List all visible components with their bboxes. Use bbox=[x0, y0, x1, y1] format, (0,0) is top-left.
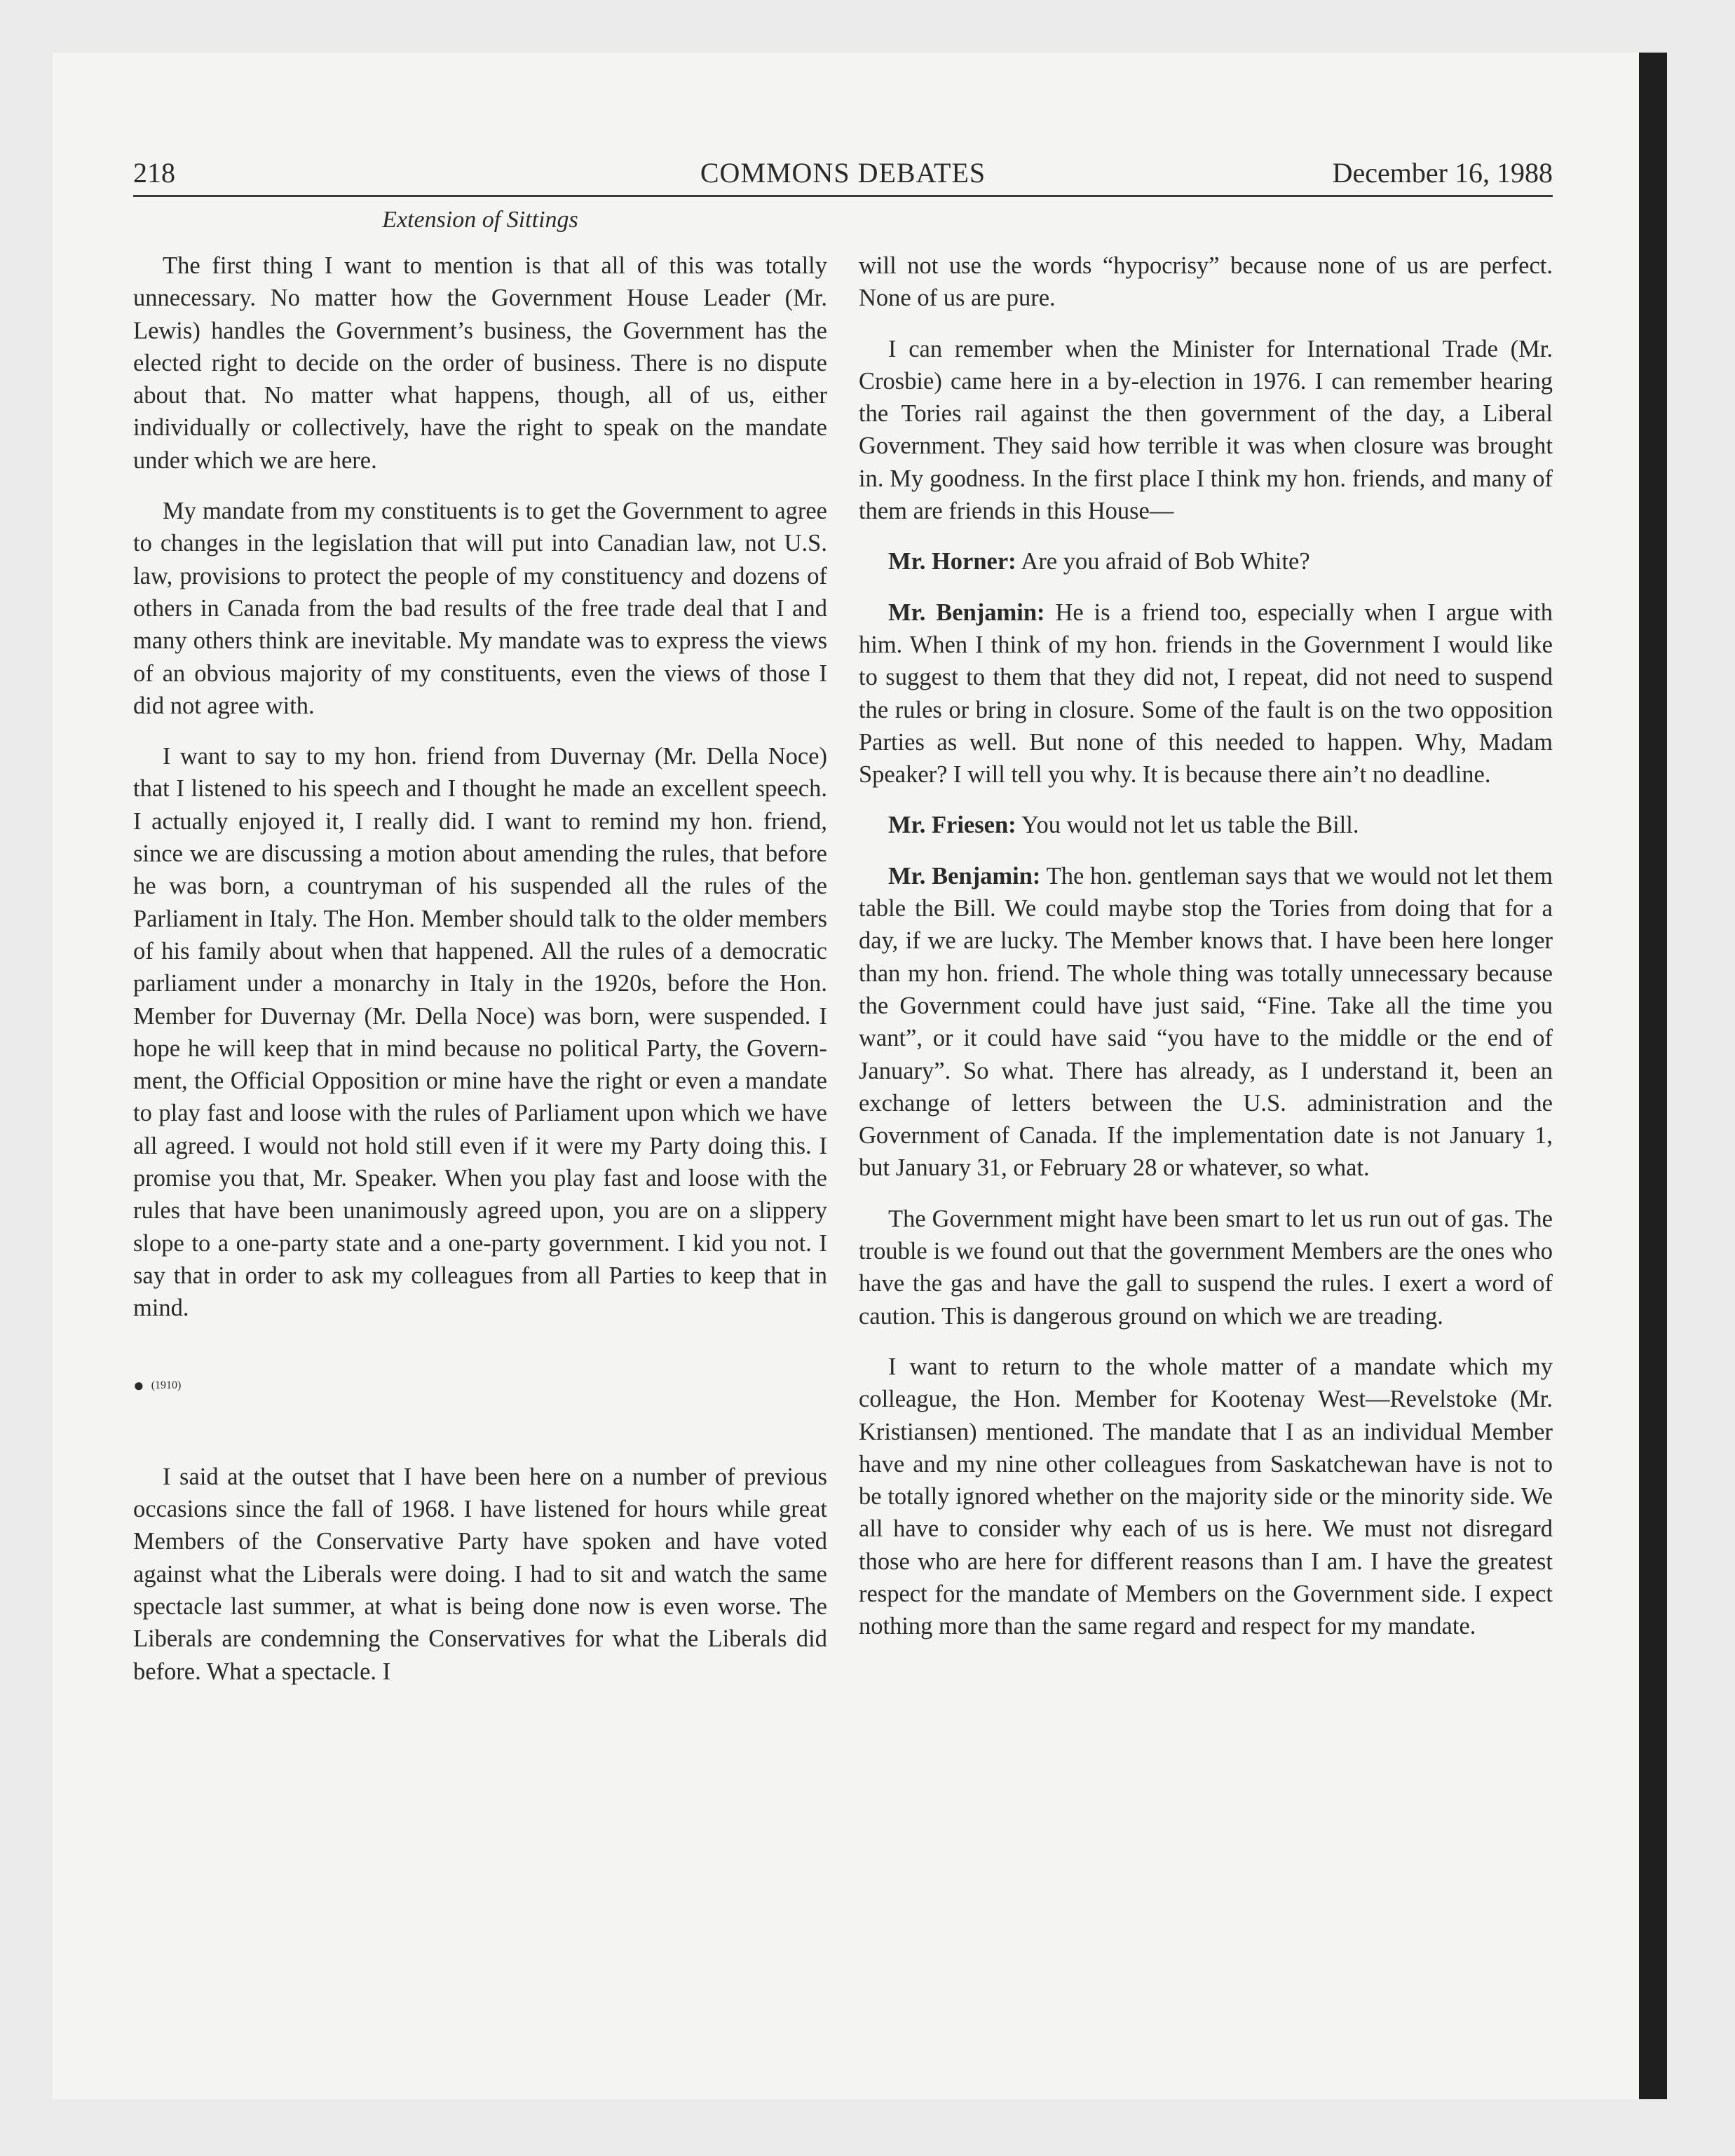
scan-edge-shadow bbox=[1639, 53, 1667, 2099]
speech-horner bbox=[859, 545, 1553, 578]
page-header bbox=[133, 151, 1553, 197]
speech-text: Are you afraid of Bob White? bbox=[1021, 548, 1310, 575]
speech-text: He is a friend too, especially when I argue with him. When I think of my hon. friends in the Government I would like to suggest to them that they did not, I repeat, did not need to suspend the rules or bring in closure. Some of the fault is on the two opposition Parties as well. But none of this needed to happen. Why, Madam Speaker? I will tell you why. It is because there ain’t no deadline. bbox=[859, 599, 1553, 789]
speaker-name: Mr. Horner: bbox=[888, 548, 1016, 575]
paragraph: I want to say to my hon. friend from Duvernay (Mr. Della Noce) that I listened to his speech and I thought he made an excellent speech. I actually enjoyed it, I really did. I want to remind my hon. friend, since we are discussing a motion about amending the rules, that before he was born, a countryman of his suspended all the rules of the Parliament in Italy. The Hon. Member should talk to the older members of his family about when that happened. All the rules of a democratic parliament under a monarchy in Italy in the 1920s, before the Hon. Member for Duvernay (Mr. Della Noce) was born, were suspended. I hope he will keep that in mind because no political Party, the Government, the Official Opposition or mine have the right or even a mandate to play fast and loose with the rules of Parliament upon which we have all agreed. I would not hold still even if it were my Party doing this. I promise you that, Mr. Speaker. When you play fast and loose with the rules that have been unanimously agreed upon, you are on a slippery slope to a one-party state and a one-party government. I kid you not. I say that in order to ask my colleagues from all Parties to keep that in mind. bbox=[133, 743, 827, 1322]
right-column bbox=[859, 250, 1553, 1661]
paragraph: I can remember when the Minister for International Trade (Mr. Crosbie) came here in a by-election in 1976. I can remember hearing the Tories rail against the then government of the day, a Liberal Government. They said how terrible it was when closure was brought in. My goodness. In the first place I think my hon. friends, and many of them are friends in this House— bbox=[859, 335, 1553, 525]
speech-text: The hon. gentleman says that we would not let them table the Bill. We could maybe stop the Tories from doing that for a day, if we are lucky. The Member knows that. I have been here longer than my hon. friend. The whole thing was totally unnecessary because the Government could have just said, “Fine. Take all the time you want”, or it could have said “you have to the middle or the end of January”. So what. There has already, as I understand it, been an exchange of letters between the U.S. administration and the Government of Canada. If the implementation date is not January 1, but January 31, or February 28 or whatever, so what. bbox=[859, 862, 1553, 1182]
section-title: Extension of Sittings bbox=[382, 207, 578, 233]
page-number: 218 bbox=[133, 157, 175, 189]
paragraph: will not use the words “hypocrisy” because none of us are perfect. None of us are pure. bbox=[859, 252, 1553, 312]
speaker-name: Mr. Friesen: bbox=[888, 812, 1016, 839]
publication-date: December 16, 1988 bbox=[1332, 157, 1553, 189]
paragraph: The first thing I want to mention is that all of this was totally unnecessary. No matter how the Government House Leader (Mr. Lewis) handles the Government’s business, the Government has the elected right to decide on the order of business. There is no dispute about that. No matter what happens, though, all of us, either individually or collectively, have the right to speak on the mandate under which we are here. bbox=[133, 252, 827, 474]
speech-text: You would not let us table the Bill. bbox=[1021, 812, 1359, 839]
speech-friesen bbox=[859, 809, 1553, 841]
time-marker bbox=[133, 1370, 827, 1402]
speaker-name: Mr. Benjamin: bbox=[888, 599, 1045, 626]
speaker-name: Mr. Benjamin: bbox=[888, 862, 1041, 889]
speech-benjamin bbox=[859, 596, 1553, 791]
bullet-icon: ● bbox=[133, 1374, 144, 1396]
paragraph: My mandate from my constituents is to get the Government to agree to changes in the legislation that will put into Canadian law, not U.S. law, provisions to protect the people of my constituency and dozens of others in Canada from the bad results of the free trade deal that I and many others think are inevitable. My mandate was to express the views of an obvious majority of my constituents, even the views of those I did not agree with. bbox=[133, 498, 827, 719]
speech-benjamin bbox=[859, 860, 1553, 1185]
paragraph: The Government might have been smart to let us run out of gas. The trouble is we found out that the government Members are the ones who have the gas and have the gall to suspend the rules. I exert a word of caution. This is dangerous ground on which we are treading. bbox=[859, 1205, 1553, 1330]
left-column bbox=[133, 250, 827, 1706]
paragraph: I said at the outset that I have been here on a number of previous occasions since the fall of 1968. I have listened for hours while great Members of the Conservative Party have spoken and have voted against what the Liberals were doing. I had to sit and watch the same spectacle last summer, at what is being done now is even worse. The Liberals are condemning the Conservatives for what the Liberals did before. What a spectacle. I bbox=[133, 1463, 827, 1685]
time-marker-label: (1910) bbox=[151, 1379, 182, 1391]
publication-title: COMMONS DEBATES bbox=[700, 157, 986, 189]
paragraph: I want to return to the whole matter of a mandate which my colleague, the Hon. Member for Kootenay West—Revelstoke (Mr. Kristiansen) mentioned. The mandate that I as an individual Member have and my nine other colleagues from Saskatchewan have is not to be totally ignored whether on the majority side or the minority side. We all have to consider why each of us is here. We must not disregard those who are here for different reasons than I am. I have the greatest respect for the mandate of Members on the Government side. I expect nothing more than the same regard and respect for my mandate. bbox=[859, 1353, 1553, 1640]
